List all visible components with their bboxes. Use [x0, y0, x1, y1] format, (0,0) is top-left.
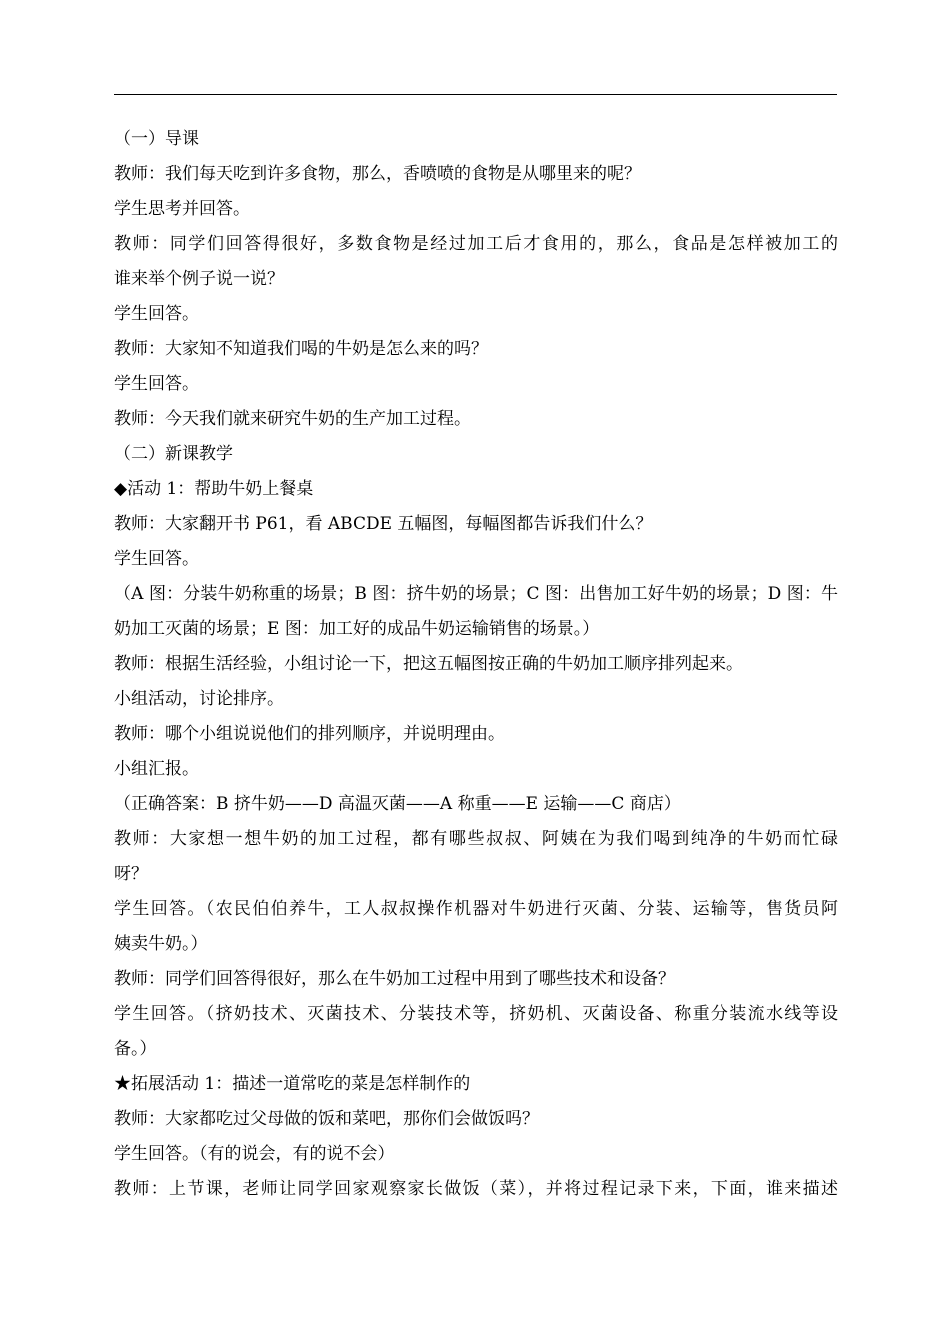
- text-line: 备。）: [114, 1039, 157, 1059]
- text-line: 教师：根据生活经验，小组讨论一下，把这五幅图按正确的牛奶加工顺序排列起来。: [114, 654, 743, 674]
- text-line: 小组活动，讨论排序。: [114, 689, 284, 709]
- text-line: 学生回答。: [114, 304, 199, 324]
- text-line: 姨卖牛奶。）: [114, 934, 208, 954]
- text-line: 教师：我们每天吃到许多食物，那么，香喷喷的食物是从哪里来的呢？: [114, 164, 641, 184]
- text-line: 呀？: [114, 864, 148, 884]
- text-line: 谁来举个例子说一说？: [114, 269, 284, 289]
- extension-activity-heading: ★拓展活动 1：描述一道常吃的菜是怎样制作的: [114, 1074, 471, 1094]
- text-line: （A 图：分装牛奶称重的场景；B 图：挤牛奶的场景；C 图：出售加工好牛奶的场景；D 图：牛: [114, 584, 838, 604]
- heading-intro: （一）导课: [114, 129, 199, 149]
- text-line: （正确答案：B 挤牛奶——D 高温灭菌——A 称重——E 运输——C 商店）: [114, 794, 681, 814]
- text-line: 教师：同学们回答得很好，那么在牛奶加工过程中用到了哪些技术和设备？: [114, 969, 675, 989]
- header-rule: [114, 94, 837, 95]
- text-line: 学生思考并回答。: [114, 199, 250, 219]
- activity-heading: ◆活动 1：帮助牛奶上餐桌: [114, 479, 314, 499]
- text-line: 小组汇报。: [114, 759, 199, 779]
- text-line: 奶加工灭菌的场景；E 图：加工好的成品牛奶运输销售的场景。）: [114, 619, 600, 639]
- text-line: 教师：大家知不知道我们喝的牛奶是怎么来的吗？: [114, 339, 488, 359]
- text-line: 教师：大家都吃过父母做的饭和菜吧，那你们会做饭吗？: [114, 1109, 539, 1129]
- text-line: 学生回答。: [114, 549, 199, 569]
- text-line: 学生回答。（有的说会，有的说不会）: [114, 1144, 395, 1164]
- text-line: 学生回答。: [114, 374, 199, 394]
- text-line: 教师：大家翻开书 P61，看 ABCDE 五幅图，每幅图都告诉我们什么？: [114, 514, 653, 534]
- text-line: 学生回答。（农民伯伯养牛，工人叔叔操作机器对牛奶进行灭菌、分装、运输等，售货员阿: [114, 899, 838, 919]
- text-line: 教师：同学们回答得很好，多数食物是经过加工后才食用的，那么，食品是怎样被加工的: [114, 234, 838, 254]
- text-line: 教师：大家想一想牛奶的加工过程，都有哪些叔叔、阿姨在为我们喝到纯净的牛奶而忙碌: [114, 829, 838, 849]
- heading-new-lesson: （二）新课教学: [114, 444, 233, 464]
- text-line: 教师：哪个小组说说他们的排列顺序，并说明理由。: [114, 724, 505, 744]
- document-body: [114, 122, 838, 1207]
- text-line: 学生回答。（挤奶技术、灭菌技术、分装技术等，挤奶机、灭菌设备、称重分装流水线等设: [114, 1004, 838, 1024]
- text-line: 教师：上节课，老师让同学回家观察家长做饭（菜），并将过程记录下来，下面，谁来描述: [114, 1179, 838, 1199]
- text-line: 教师：今天我们就来研究牛奶的生产加工过程。: [114, 409, 471, 429]
